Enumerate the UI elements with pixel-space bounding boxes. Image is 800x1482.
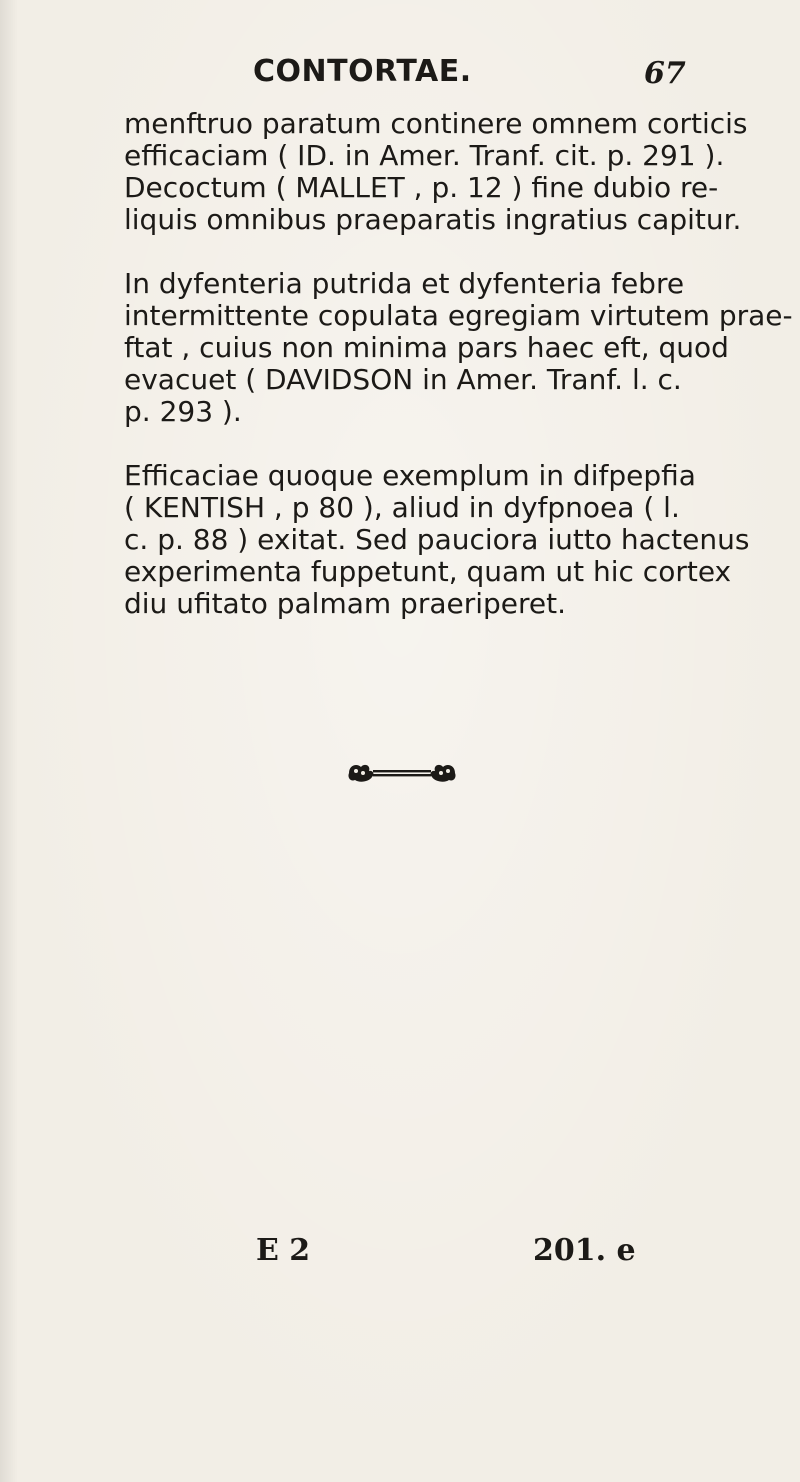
body-text	[124, 107, 793, 652]
page-number: 67	[644, 56, 686, 91]
text-line: experimenta fuppetunt, quam ut hic cortex	[124, 555, 732, 588]
paragraph-3	[124, 459, 750, 620]
text-line: evacuet ( DAVIDSON in Amer. Tranf. l. c.	[124, 363, 682, 396]
text-line: p. 293 ).	[124, 395, 242, 428]
text-line: menftruo paratum continere omnem corticis	[124, 107, 748, 140]
ornament-rule-icon	[347, 760, 457, 786]
text-line: Decoctum ( MALLET , p. 12 ) fine dubio re-	[124, 171, 719, 204]
text-line: intermittente copulata egregiam virtutem prae-	[124, 299, 793, 332]
text-line: Efficaciae quoque exemplum in difpepfia	[124, 459, 696, 492]
text-line: c. p. 88 ) exitat. Sed pauciora iutto hactenus	[124, 523, 750, 556]
text-line: ( KENTISH , p 80 ), aliud in dyfpnoea ( l.	[124, 491, 680, 524]
page-header	[0, 52, 800, 102]
text-line: liquis omnibus praeparatis ingratius capitur.	[124, 203, 742, 236]
text-line: In dyfenteria putrida et dyfenteria febre	[124, 267, 685, 300]
text-line: diu ufitato palmam praeriperet.	[124, 587, 567, 620]
paragraph-1	[124, 107, 748, 236]
text-line: ftat , cuius non minima pars haec eft, quod	[124, 331, 729, 364]
paragraph-2	[124, 267, 793, 428]
catchword: 201. e	[533, 1233, 636, 1268]
signature-mark: E 2	[256, 1233, 311, 1268]
text-line: efficaciam ( ID. in Amer. Tranf. cit. p. 291 ).	[124, 139, 725, 172]
page-footer	[0, 1233, 800, 1273]
running-head: CONTORTAE.	[253, 54, 472, 89]
